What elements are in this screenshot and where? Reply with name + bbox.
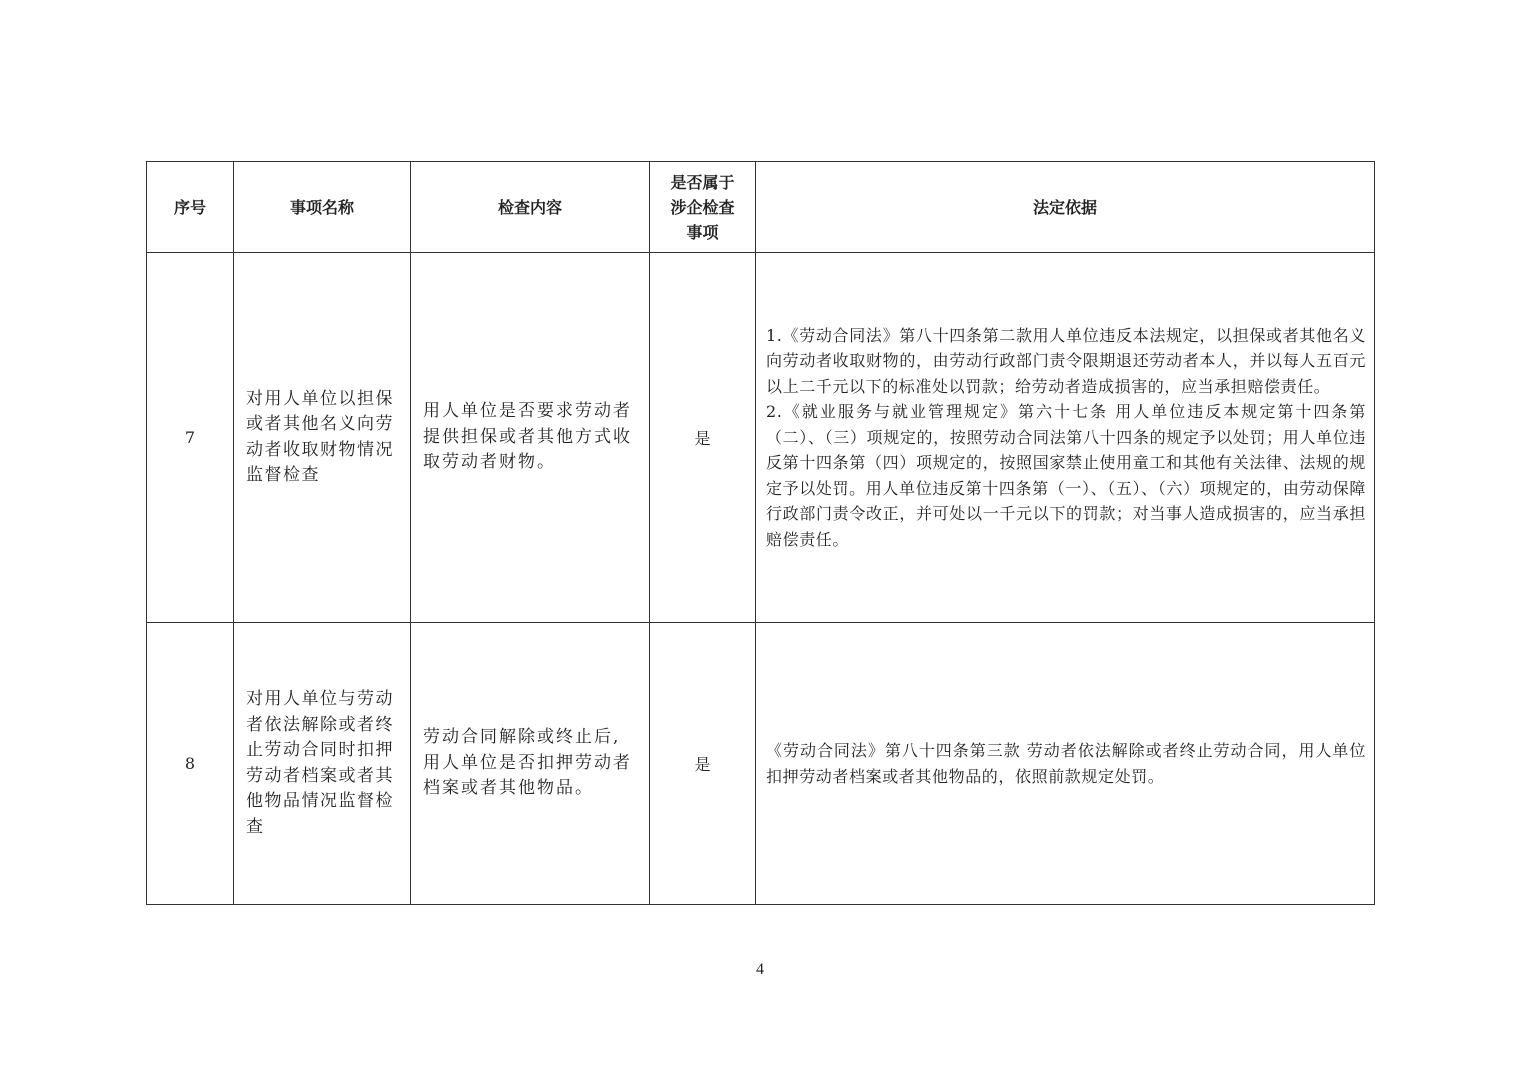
- cell-enterprise-flag: 是: [650, 253, 756, 623]
- header-flag-line-2: 涉企检查: [670, 197, 735, 217]
- cell-item-name: 对用人单位与劳动者依法解除或者终止劳动合同时扣押劳动者档案或者其他物品情况监督检查: [234, 623, 411, 905]
- cell-item-name: 对用人单位以担保或者其他名义向劳动者收取财物情况监督检查: [234, 253, 411, 623]
- header-check-content: 检查内容: [411, 162, 650, 253]
- table-row: [147, 623, 1375, 905]
- cell-legal-basis: [756, 623, 1375, 905]
- cell-seq: 7: [147, 253, 234, 623]
- table-header-row: [147, 162, 1375, 253]
- cell-check-content: 劳动合同解除或终止后,用人单位是否扣押劳动者档案或者其他物品。: [411, 623, 650, 905]
- table-row: [147, 253, 1375, 623]
- header-flag-line-1: 是否属于: [670, 172, 735, 192]
- header-flag-line-3: 事项: [686, 222, 719, 242]
- header-seq: 序号: [147, 162, 234, 253]
- header-item-name: 事项名称: [234, 162, 411, 253]
- cell-seq: 8: [147, 623, 234, 905]
- legal-basis-paragraph: 2.《就业服务与就业管理规定》第六十七条 用人单位违反本规定第十四条第（二）、（三）项规定的，按照劳动合同法第八十四条的规定予以处罚；用人单位违反第十四条第（四）项规定的，按照国家禁止使用童工和其他有关法律、法规的规定予以处罚。用人单位违反第十四条第（一）、（五）、（六）项规定的，由劳动保障行政部门责令改正，并可处以一千元以下的罚款；对当事人造成损害的，应当承担赔偿责任。: [766, 402, 1366, 549]
- cell-check-content: 用人单位是否要求劳动者提供担保或者其他方式收取劳动者财物。: [411, 253, 650, 623]
- legal-basis-paragraph: 1.《劳动合同法》第八十四条第二款用人单位违反本法规定，以担保或者其他名义向劳动者收取财物的，由劳动行政部门责令限期退还劳动者本人，并以每人五百元以上二千元以下的标准处以罚款；给劳动者造成损害的，应当承担赔偿责任。: [766, 325, 1366, 396]
- inspection-items-table: [146, 161, 1375, 905]
- header-enterprise-flag: [650, 162, 756, 253]
- cell-enterprise-flag: 是: [650, 623, 756, 905]
- legal-basis-paragraph: 《劳动合同法》第八十四条第三款 劳动者依法解除或者终止劳动合同，用人单位扣押劳动者档案或者其他物品的，依照前款规定处罚。: [766, 741, 1366, 786]
- header-legal-basis: 法定依据: [756, 162, 1375, 253]
- page-number: 4: [756, 961, 764, 978]
- cell-legal-basis: [756, 253, 1375, 623]
